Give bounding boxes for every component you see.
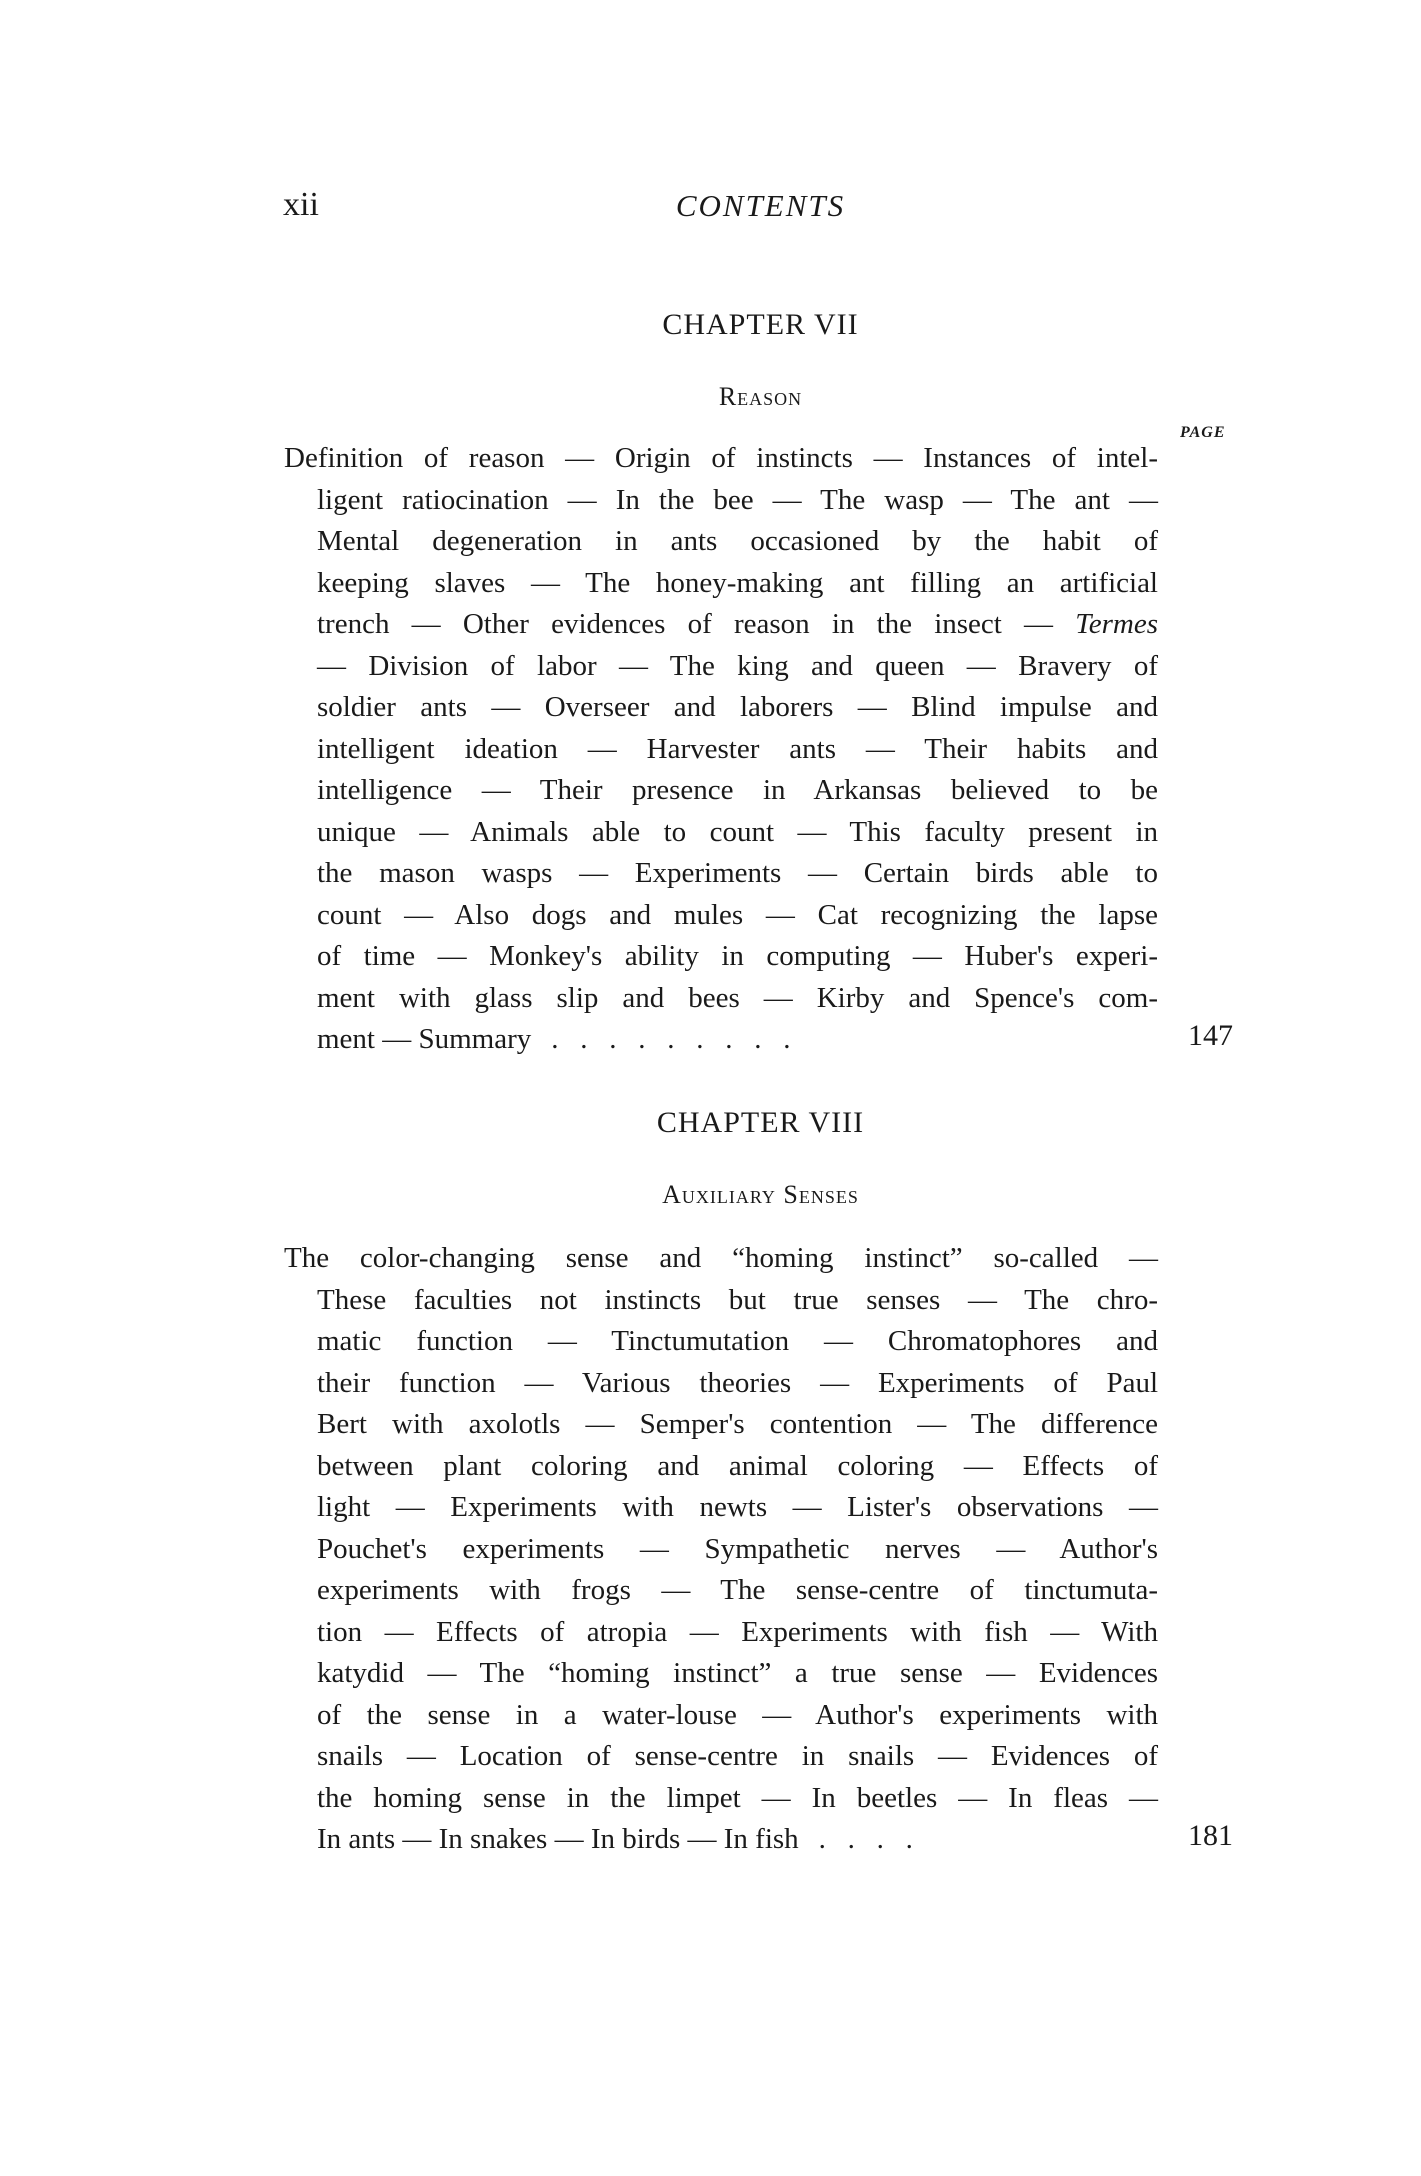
toc-line-text: soldier ants — Overseer and laborers — Blind impulse and: [317, 691, 1158, 723]
toc-line-text: katydid — The “homing instinct” a true sense — Evidences: [317, 1657, 1158, 1689]
toc-line: [284, 646, 1158, 688]
toc-line-text: experiments with frogs — The sense-centre of tinctumuta-: [317, 1574, 1158, 1606]
toc-line: [284, 1487, 1158, 1529]
toc-line: [284, 1446, 1158, 1488]
toc-line: [284, 853, 1158, 895]
toc-line-text: snails — Location of sense-centre in snails — Evidences of: [317, 1740, 1158, 1772]
toc-line-text: ligent ratiocination — In the bee — The wasp — The ant —: [317, 483, 1158, 516]
toc-line-text: In ants — In snakes — In birds — In fish: [317, 1823, 799, 1855]
toc-line: [284, 1695, 1158, 1737]
toc-line-text: ment with glass slip and bees — Kirby and Spence's com-: [317, 981, 1158, 1014]
toc-line: [284, 895, 1158, 937]
toc-line-text: of time — Monkey's ability in computing — Huber's experi-: [317, 940, 1158, 972]
toc-line-text: Definition of reason — Origin of instincts — Instances of intel-: [284, 442, 1158, 474]
toc-line-text: count — Also dogs and mules — Cat recognizing the lapse: [317, 898, 1158, 931]
dot-leader: . . . .: [818, 1823, 913, 1855]
chapter-7-title: CHAPTER VII: [662, 308, 859, 341]
page-folio: xii: [283, 186, 319, 223]
toc-line: [284, 1280, 1158, 1322]
toc-line: [284, 978, 1158, 1020]
toc-line: [284, 1529, 1158, 1571]
toc-line: [284, 1238, 1158, 1280]
toc-line-text: the mason wasps — Experiments — Certain birds able to: [317, 857, 1158, 889]
chapter-8-summary: [284, 1238, 1158, 1861]
toc-line: [284, 1819, 1158, 1861]
toc-line: [284, 563, 1158, 605]
toc-line: [284, 1612, 1158, 1654]
toc-line: [284, 1653, 1158, 1695]
toc-line: [284, 687, 1158, 729]
chapter-8-subtitle: Auxiliary Senses: [662, 1180, 859, 1209]
toc-line-text: ment — Summary: [317, 1023, 532, 1055]
toc-line-text: Mental degeneration in ants occasioned by the habit of: [317, 525, 1158, 557]
toc-line-text: matic function — Tinctumutation — Chromatophores and: [317, 1325, 1158, 1357]
page-column-label: PAGE: [1180, 424, 1226, 441]
toc-line-text: Pouchet's experiments — Sympathetic nerves — Author's: [317, 1532, 1158, 1565]
chapter-7-subtitle: Reason: [718, 382, 803, 411]
toc-line: [284, 480, 1158, 522]
toc-line-text: the homing sense in the limpet — In beetles — In fleas —: [317, 1781, 1158, 1814]
toc-line-text: light — Experiments with newts — Lister's observations —: [317, 1491, 1158, 1523]
toc-line-text: of the sense in a water-louse — Author's experiments with: [317, 1698, 1158, 1731]
toc-line: [284, 1736, 1158, 1778]
toc-line-text: between plant coloring and animal coloring — Effects of: [317, 1449, 1158, 1482]
toc-line: [284, 1404, 1158, 1446]
toc-line-text: intelligent ideation — Harvester ants — Their habits and: [317, 732, 1158, 765]
toc-line: [284, 1019, 1158, 1061]
toc-line-text: trench — Other evidences of reason in the insect —: [317, 608, 1054, 640]
chapter-8-title: CHAPTER VIII: [656, 1106, 865, 1139]
toc-line: [284, 604, 1158, 646]
toc-line-text: their function — Various theories — Experiments of Paul: [317, 1366, 1158, 1399]
chapter-8-page: 181: [1188, 1819, 1233, 1852]
toc-line: [284, 812, 1158, 854]
toc-line: [284, 936, 1158, 978]
toc-line-text: These faculties not instincts but true senses — The chro-: [317, 1283, 1158, 1316]
toc-line: [284, 729, 1158, 771]
toc-line: [284, 1363, 1158, 1405]
toc-line-text: intelligence — Their presence in Arkansas believed to be: [317, 774, 1158, 806]
toc-line: [284, 770, 1158, 812]
toc-line: [284, 1321, 1158, 1363]
dot-leader: . . . . . . . . .: [551, 1023, 791, 1055]
running-title: CONTENTS: [675, 188, 846, 223]
chapter-7-page: 147: [1188, 1019, 1233, 1052]
toc-line-text: keeping slaves — The honey-making ant filling an artificial: [317, 566, 1158, 599]
toc-line: [284, 1570, 1158, 1612]
italic-term: Termes: [1075, 608, 1158, 640]
toc-line: [284, 438, 1158, 480]
toc-line: [284, 1778, 1158, 1820]
toc-line: [284, 521, 1158, 563]
toc-line-text: — Division of labor — The king and queen — Bravery of: [317, 649, 1158, 682]
chapter-7-summary: [284, 438, 1158, 1061]
toc-line-text: unique — Animals able to count — This faculty present in: [317, 815, 1158, 848]
toc-line-text: Bert with axolotls — Semper's contention — The difference: [317, 1408, 1158, 1440]
toc-line-text: The color-changing sense and “homing instinct” so-called —: [284, 1242, 1158, 1274]
toc-line-text: tion — Effects of atropia — Experiments with fish — With: [317, 1615, 1158, 1648]
